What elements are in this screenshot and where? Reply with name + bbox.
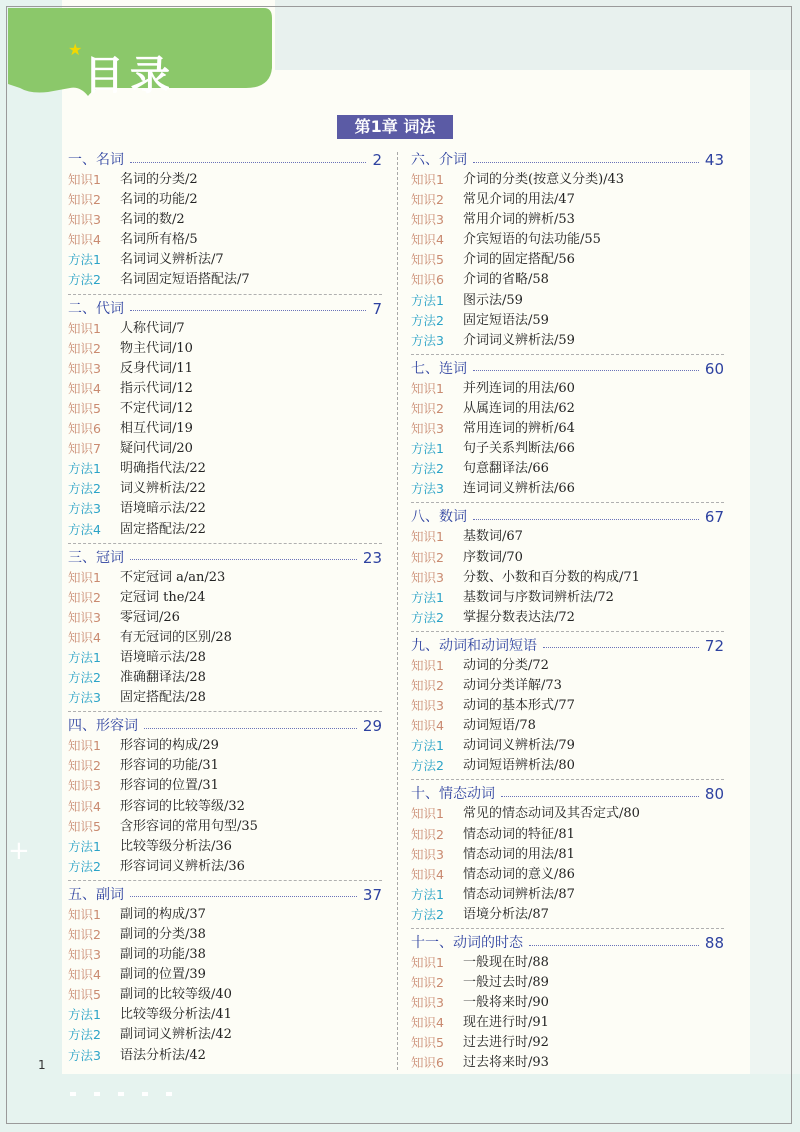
entry-tag: 知识4 (68, 380, 101, 396)
entry-tag: 知识1 (68, 172, 101, 187)
entry-text: 常见的情态动词及其否定式/80 (463, 806, 640, 822)
entry-text: 名词的数/2 (120, 212, 185, 228)
entry-tag: 方法1 (68, 838, 101, 854)
entry-text: 名词的功能/2 (120, 192, 198, 208)
section-title: 一、名词 (68, 152, 124, 168)
entry-text: 序数词/70 (463, 549, 523, 565)
entry-tag: 知识3 (68, 609, 101, 625)
entry-tag: 知识2 (411, 975, 444, 991)
entry-text: 语境暗示法/28 (120, 649, 206, 665)
entry-text: 一般将来时/90 (463, 995, 549, 1011)
entry-tag: 知识2 (68, 589, 101, 605)
entry-tag: 知识1 (411, 657, 444, 673)
entry-text: 准确翻译法/28 (120, 670, 206, 686)
entry-text: 动词词义辨析法/79 (463, 738, 575, 754)
entry-text: 反身代词/11 (120, 360, 193, 376)
entry-text: 从属连词的用法/62 (463, 400, 575, 416)
entry-text: 副词的功能/38 (120, 947, 206, 963)
entry-tag: 方法2 (68, 858, 101, 874)
entry-tag: 知识5 (68, 400, 101, 416)
entry-tag: 知识2 (411, 192, 444, 208)
entry-tag: 知识2 (411, 677, 444, 693)
entry-tag: 知识3 (411, 212, 444, 228)
entry-tag: 知识2 (68, 192, 101, 208)
entry-text: 不定冠词 a/an/23 (120, 569, 226, 585)
entry-tag: 知识4 (68, 798, 101, 814)
entry-text: 图示法/59 (463, 292, 523, 308)
entry-tag: 知识1 (68, 906, 101, 922)
entry-text: 副词的构成/37 (120, 906, 206, 922)
entry-tag: 方法4 (68, 521, 101, 537)
section-page-number: 23 (362, 548, 382, 567)
entry-text: 语法分析法/42 (120, 1047, 206, 1063)
section-title: 十一、动词的时态 (411, 935, 523, 951)
entry-tag: 知识4 (411, 1015, 444, 1031)
plus-decoration-icon: + (8, 836, 30, 866)
entry-tag: 知识3 (68, 947, 101, 963)
entry-tag: 知识4 (411, 718, 444, 734)
entry-tag: 知识4 (68, 629, 101, 645)
entry-text: 介宾短语的句法功能/55 (463, 232, 601, 248)
entry-text: 相互代词/19 (120, 421, 193, 437)
entry-text: 动词短语/78 (463, 718, 536, 734)
entry-text: 常见介词的用法/47 (463, 192, 575, 208)
entry-text: 不定代词/12 (120, 400, 193, 416)
entry-text: 比较等级分析法/36 (120, 838, 232, 854)
section-title: 七、连词 (411, 360, 467, 377)
entry-text: 人称代词/7 (120, 320, 185, 336)
section-title: 二、代词 (68, 300, 124, 317)
entry-tag: 方法1 (68, 1007, 101, 1023)
entry-text: 明确指代法/22 (120, 461, 206, 477)
entry-tag: 知识1 (411, 172, 444, 187)
section-page-number: 67 (704, 508, 724, 527)
entry-text: 形容词的功能/31 (120, 758, 219, 774)
entry-tag: 方法2 (68, 1027, 101, 1043)
entry-tag: 知识1 (411, 806, 444, 822)
entry-tag: 知识3 (411, 569, 444, 585)
page-number: 1 (38, 1058, 46, 1072)
entry-tag: 方法2 (411, 758, 444, 774)
section-page-number: 80 (704, 785, 724, 804)
entry-tag: 知识3 (68, 778, 101, 794)
entry-text: 名词所有格/5 (120, 232, 198, 248)
section-page-number: 2 (372, 151, 382, 169)
entry-tag: 知识3 (411, 421, 444, 437)
entry-tag: 知识2 (411, 400, 444, 416)
entry-tag: 知识2 (411, 549, 444, 565)
entry-text: 动词短语辨析法/80 (463, 758, 575, 774)
entry-text: 有无冠词的区别/28 (120, 629, 232, 645)
entry-tag: 方法3 (68, 1047, 101, 1063)
entry-tag: 方法2 (411, 461, 444, 477)
entry-text: 形容词的构成/29 (120, 738, 219, 754)
entry-tag: 方法2 (68, 481, 101, 497)
entry-text: 基数词/67 (463, 529, 523, 545)
entry-text: 情态动词的用法/81 (463, 846, 575, 862)
section-page-number: 60 (704, 359, 724, 378)
entry-tag: 知识2 (68, 927, 101, 942)
entry-text: 固定短语法/59 (463, 312, 549, 328)
entry-text: 副词的比较等级/40 (120, 987, 232, 1003)
entry-text: 名词固定短语搭配法/7 (120, 272, 250, 288)
entry-tag: 方法1 (411, 886, 444, 902)
entry-tag: 知识3 (411, 995, 444, 1011)
entry-text: 过去将来时/93 (463, 1055, 549, 1071)
star-icon: ★ (68, 40, 83, 59)
entry-tag: 方法3 (411, 332, 444, 348)
entry-tag: 知识1 (411, 380, 444, 396)
entry-tag: 知识1 (68, 569, 101, 585)
section-page-number: 29 (362, 717, 382, 736)
entry-text: 情态动词辨析法/87 (463, 886, 575, 902)
entry-tag: 方法1 (68, 252, 101, 268)
entry-tag: 知识3 (68, 212, 101, 228)
entry-tag: 方法2 (411, 312, 444, 328)
section-page-number: 88 (704, 934, 724, 952)
entry-tag: 方法3 (68, 501, 101, 517)
entry-text: 名词的分类/2 (120, 172, 198, 187)
entry-text: 形容词的比较等级/32 (120, 798, 245, 814)
entry-tag: 方法1 (68, 649, 101, 665)
entry-tag: 知识5 (68, 987, 101, 1003)
entry-tag: 知识6 (411, 1055, 444, 1071)
entry-text: 固定搭配法/28 (120, 690, 206, 706)
entry-tag: 知识3 (411, 846, 444, 862)
entry-text: 固定搭配法/22 (120, 521, 206, 537)
entry-text: 介词词义辨析法/59 (463, 332, 575, 348)
entry-text: 疑问代词/20 (120, 441, 193, 457)
section-page-number: 37 (362, 885, 382, 904)
entry-text: 动词的分类/72 (463, 657, 549, 673)
entry-text: 介词的固定搭配/56 (463, 252, 575, 268)
entry-tag: 知识3 (411, 698, 444, 714)
entry-tag: 知识4 (68, 967, 101, 983)
entry-tag: 知识4 (68, 232, 101, 248)
entry-text: 一般过去时/89 (463, 975, 549, 991)
entry-text: 常用介词的辨析/53 (463, 212, 575, 228)
entry-tag: 知识5 (411, 252, 444, 268)
section-title: 四、形容词 (68, 718, 138, 735)
entry-tag: 知识1 (68, 738, 101, 754)
section-page-number: 72 (704, 636, 724, 655)
entry-tag: 方法1 (411, 589, 444, 605)
entry-text: 并列连词的用法/60 (463, 380, 575, 396)
entry-text: 语境分析法/87 (463, 906, 549, 922)
entry-tag: 方法1 (411, 441, 444, 457)
entry-text: 名词词义辨析法/7 (120, 252, 224, 268)
entry-text: 动词分类详解/73 (463, 677, 562, 693)
entry-text: 形容词的位置/31 (120, 778, 219, 794)
entry-tag: 知识7 (68, 441, 101, 457)
entry-tag: 知识1 (68, 320, 101, 336)
entry-tag: 方法2 (68, 670, 101, 686)
entry-text: 副词的位置/39 (120, 967, 206, 983)
entry-text: 副词的分类/38 (120, 927, 206, 942)
section-title: 三、冠词 (68, 549, 124, 566)
entry-tag: 知识3 (68, 360, 101, 376)
entry-text: 副词词义辨析法/42 (120, 1027, 232, 1043)
section-title: 十、情态动词 (411, 786, 495, 803)
entry-tag: 知识2 (68, 758, 101, 774)
section-title: 六、介词 (411, 152, 467, 168)
entry-tag: 方法2 (411, 906, 444, 922)
entry-text: 一般现在时/88 (463, 955, 549, 970)
entry-text: 语境暗示法/22 (120, 501, 206, 517)
chapter-heading: 第1章 词法 (337, 115, 453, 139)
entry-text: 情态动词的特征/81 (463, 826, 575, 842)
entry-tag: 知识6 (411, 272, 444, 288)
section-page-number: 43 (704, 151, 724, 169)
entry-text: 指示代词/12 (120, 380, 193, 396)
entry-text: 基数词与序数词辨析法/72 (463, 589, 614, 605)
entry-text: 比较等级分析法/41 (120, 1007, 232, 1023)
entry-text: 动词的基本形式/77 (463, 698, 575, 714)
entry-text: 介词的省略/58 (463, 272, 549, 288)
section-title: 九、动词和动词短语 (411, 637, 537, 654)
entry-tag: 知识5 (68, 818, 101, 834)
entry-tag: 知识2 (411, 826, 444, 842)
entry-tag: 知识6 (68, 421, 101, 437)
entry-text: 句子关系判断法/66 (463, 441, 575, 457)
entry-tag: 方法3 (411, 481, 444, 497)
entry-tag: 方法1 (411, 292, 444, 308)
entry-text: 介词的分类(按意义分类)/43 (463, 172, 625, 187)
section-page-number: 7 (372, 299, 382, 318)
entry-text: 情态动词的意义/86 (463, 866, 575, 882)
entry-tag: 方法3 (68, 690, 101, 706)
entry-text: 物主代词/10 (120, 340, 193, 356)
entry-tag: 知识5 (411, 1035, 444, 1051)
entry-text: 句意翻译法/66 (463, 461, 549, 477)
page-border (6, 6, 792, 1124)
entry-text: 现在进行时/91 (463, 1015, 549, 1031)
entry-text: 定冠词 the/24 (120, 589, 206, 605)
entry-tag: 知识4 (411, 232, 444, 248)
entry-text: 词义辨析法/22 (120, 481, 206, 497)
entry-text: 零冠词/26 (120, 609, 180, 625)
entry-tag: 知识4 (411, 866, 444, 882)
entry-tag: 知识2 (68, 340, 101, 356)
entry-tag: 知识1 (411, 955, 444, 970)
entry-text: 含形容词的常用句型/35 (120, 818, 258, 834)
entry-tag: 方法1 (68, 461, 101, 477)
page-title: 目录 (84, 53, 176, 99)
entry-text: 掌握分数表达法/72 (463, 609, 575, 625)
entry-tag: 方法2 (411, 609, 444, 625)
entry-text: 过去进行时/92 (463, 1035, 549, 1051)
entry-text: 常用连词的辨析/64 (463, 421, 575, 437)
section-title: 五、副词 (68, 886, 124, 903)
entry-tag: 方法2 (68, 272, 101, 288)
entry-tag: 知识1 (411, 529, 444, 545)
entry-text: 分数、小数和百分数的构成/71 (463, 569, 640, 585)
section-title: 八、数词 (411, 509, 467, 526)
entry-tag: 方法1 (411, 738, 444, 754)
entry-text: 形容词词义辨析法/36 (120, 858, 245, 874)
entry-text: 连词词义辨析法/66 (463, 481, 575, 497)
